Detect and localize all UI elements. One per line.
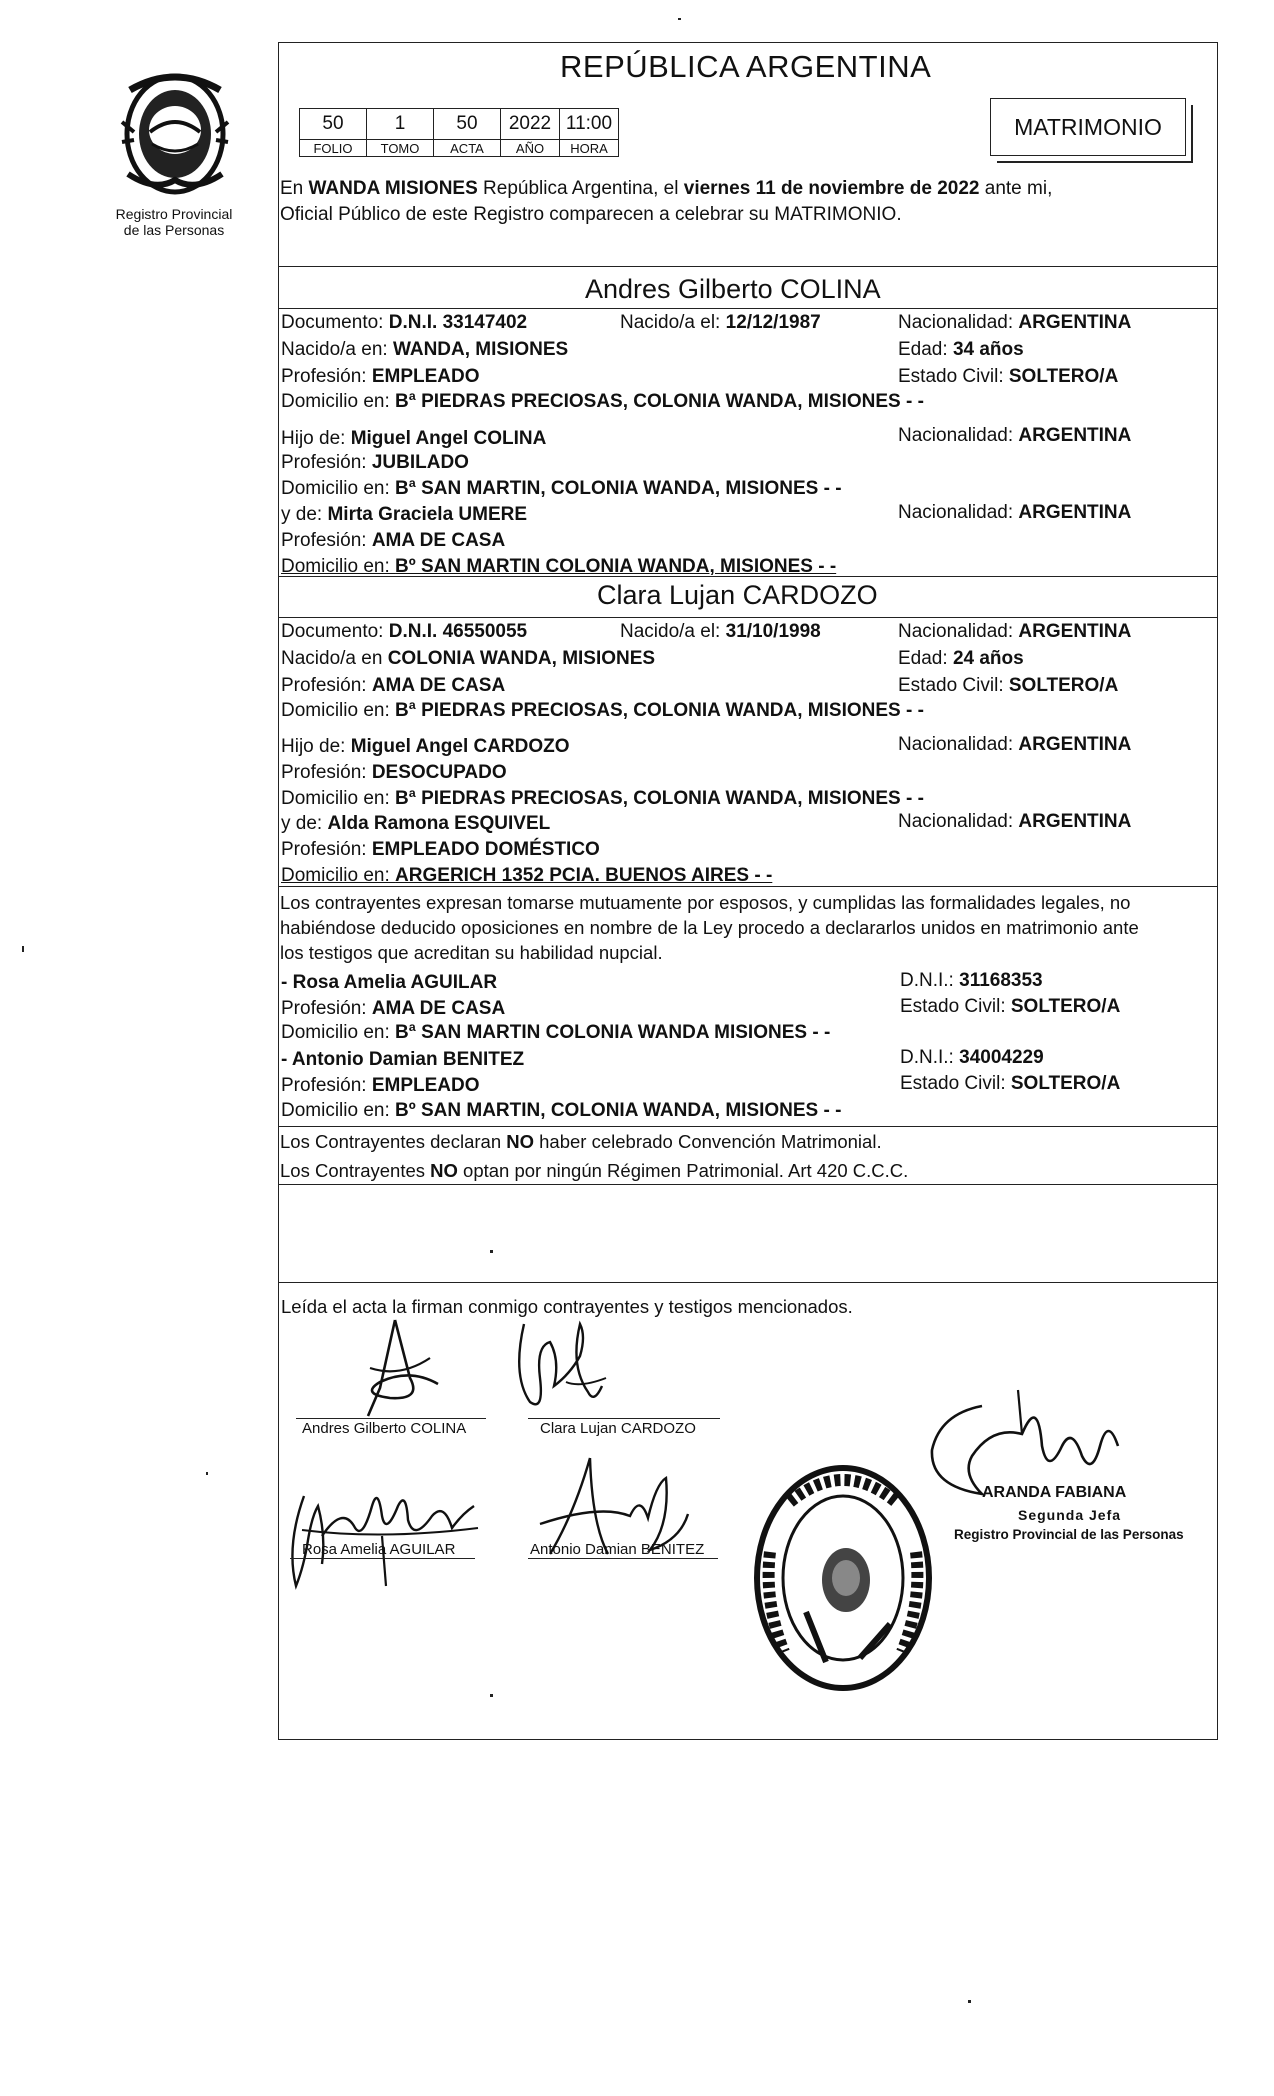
hour-value: 11:00 bbox=[560, 109, 619, 140]
witness2-profession bbox=[281, 1075, 480, 1097]
tomo-label: TOMO bbox=[367, 140, 434, 157]
dom-value: Bª PIEDRAS PRECIOSAS, COLONIA WANDA, MISIONES - - bbox=[395, 700, 924, 721]
spouse1-profession bbox=[281, 366, 480, 388]
dom-value: Bº SAN MARTIN COLONIA WANDA, MISIONES - - bbox=[395, 556, 837, 577]
acta-label: ACTA bbox=[434, 140, 501, 157]
intro-line-1 bbox=[280, 178, 1052, 200]
spouse2-birthdate bbox=[620, 621, 821, 643]
officer-name: ARANDA FABIANA bbox=[982, 1484, 1127, 1501]
scan-mark bbox=[490, 1694, 493, 1697]
scan-mark bbox=[490, 1250, 493, 1253]
prof-value: AMA DE CASA bbox=[371, 530, 506, 551]
folio-label: FOLIO bbox=[300, 140, 367, 157]
mother-name: Alda Ramona ESQUIVEL bbox=[327, 813, 551, 834]
spouse2-address bbox=[281, 700, 924, 722]
year-value: 2022 bbox=[501, 109, 560, 140]
prof-value: JUBILADO bbox=[371, 452, 469, 473]
officer-title: Segunda Jefa bbox=[1018, 1507, 1122, 1523]
prof-value: DESOCUPADO bbox=[371, 762, 507, 783]
spouse2-father-nationality bbox=[898, 734, 1131, 756]
logo-caption-line1: Registro Provincial bbox=[115, 206, 233, 222]
tomo-value: 1 bbox=[367, 109, 434, 140]
intro-place: WANDA MISIONES bbox=[308, 178, 478, 199]
regime-2c: optan por ningún Régimen Patrimonial. Art 420 C.C.C. bbox=[457, 1160, 909, 1181]
dom-label: Domicilio en: bbox=[281, 556, 396, 577]
witness2-dni bbox=[900, 1047, 1044, 1069]
spouse1-name: Andres Gilberto COLINA bbox=[585, 274, 881, 304]
spouse2-document bbox=[281, 621, 527, 643]
dom-value: Bº SAN MARTIN, COLONIA WANDA, MISIONES - - bbox=[395, 1100, 842, 1121]
prof-label: Profesión: bbox=[281, 1075, 372, 1096]
spouse1-birthplace bbox=[281, 339, 568, 361]
doc-label: Documento: bbox=[281, 312, 389, 333]
prof-label: Profesión: bbox=[281, 675, 372, 696]
dom-value: Bª PIEDRAS PRECIOSAS, COLONIA WANDA, MISIONES - - bbox=[395, 788, 924, 809]
divider-closing bbox=[278, 1282, 1218, 1283]
intro-1c: República Argentina, el bbox=[477, 178, 684, 199]
dni-value: 34004229 bbox=[959, 1047, 1044, 1068]
spouse2-mother-nationality bbox=[898, 811, 1131, 833]
province-coat-of-arms-icon bbox=[100, 62, 250, 202]
nat-value: ARGENTINA bbox=[1018, 621, 1132, 642]
spouse2-age bbox=[898, 648, 1024, 670]
spouse1-father-profession bbox=[281, 452, 469, 474]
witness1-civil-status bbox=[900, 996, 1120, 1018]
civil-label: Estado Civil: bbox=[898, 366, 1009, 387]
civil-value: SOLTERO/A bbox=[1008, 366, 1119, 387]
spouse1-father-nationality bbox=[898, 425, 1131, 447]
nat-label: Nacionalidad: bbox=[898, 811, 1019, 832]
spouse2-father-profession bbox=[281, 762, 507, 784]
father-name: Miguel Angel CARDOZO bbox=[350, 736, 570, 757]
spouse2-mother bbox=[281, 813, 550, 835]
spouse1-father bbox=[281, 428, 546, 450]
signature-witness1-icon bbox=[282, 1476, 492, 1596]
signature-line-spouse2 bbox=[528, 1418, 720, 1419]
prof-value: EMPLEADO bbox=[371, 1075, 480, 1096]
dom-label: Domicilio en: bbox=[281, 478, 396, 499]
age-label: Edad: bbox=[898, 648, 953, 669]
hour-label: HORA bbox=[560, 140, 619, 157]
spouse1-birthdate bbox=[620, 312, 821, 334]
declaration-line-2: habiéndose deducido oposiciones en nombre de la Ley procedo a declararlos unidos en matrimonio ante bbox=[280, 917, 1139, 938]
registry-seal-icon bbox=[750, 1462, 936, 1694]
declaration-line-3: los testigos que acreditan su habilidad nupcial. bbox=[280, 942, 663, 963]
witness2-name: - Antonio Damian BENITEZ bbox=[281, 1049, 525, 1070]
spouse1-document bbox=[281, 312, 527, 334]
witness2-civil-status bbox=[900, 1073, 1120, 1095]
spouse2-father bbox=[281, 736, 570, 758]
dom-label: Domicilio en: bbox=[281, 1022, 396, 1043]
dni-value: 31168353 bbox=[959, 970, 1043, 991]
civil-value: SOLTERO/A bbox=[1010, 1073, 1121, 1094]
divider-blank-section bbox=[278, 1184, 1218, 1185]
spouse2-mother-profession bbox=[281, 839, 600, 861]
spouse2-civil-status bbox=[898, 675, 1118, 697]
prof-label: Profesión: bbox=[281, 530, 372, 551]
birthplace-value: WANDA, MISIONES bbox=[392, 339, 569, 360]
signature-label-witness2: Antonio Damian BENITEZ bbox=[530, 1541, 705, 1558]
civil-label: Estado Civil: bbox=[898, 675, 1009, 696]
prof-value: AMA DE CASA bbox=[371, 998, 506, 1019]
birthdate-value: 12/12/1987 bbox=[725, 312, 821, 333]
birthdate-label: Nacido/a el: bbox=[620, 621, 726, 642]
nat-label: Nacionalidad: bbox=[898, 312, 1019, 333]
doc-label: Documento: bbox=[281, 621, 389, 642]
scan-mark bbox=[678, 18, 681, 20]
scan-mark bbox=[22, 946, 24, 952]
intro-1e: ante mi, bbox=[979, 178, 1053, 199]
age-label: Edad: bbox=[898, 339, 953, 360]
prof-label: Profesión: bbox=[281, 366, 372, 387]
regime-1b: NO bbox=[506, 1131, 534, 1152]
doc-type-box: MATRIMONIO bbox=[990, 98, 1186, 156]
dni-label: D.N.I.: bbox=[900, 970, 960, 991]
mother-name: Mirta Graciela UMERE bbox=[327, 504, 528, 525]
scan-mark bbox=[206, 1472, 208, 1475]
spouse2-father-address bbox=[281, 788, 924, 810]
regime-line-2 bbox=[280, 1160, 908, 1182]
signature-line-witness1 bbox=[290, 1558, 475, 1559]
prof-value: EMPLEADO DOMÉSTICO bbox=[371, 839, 600, 860]
spouse1-mother bbox=[281, 504, 527, 526]
nat-label: Nacionalidad: bbox=[898, 734, 1019, 755]
signature-label-witness1: Rosa Amelia AGUILAR bbox=[302, 1541, 456, 1558]
prof-value: AMA DE CASA bbox=[371, 675, 506, 696]
nat-label: Nacionalidad: bbox=[898, 425, 1019, 446]
spouse1-nationality bbox=[898, 312, 1131, 334]
prof-label: Profesión: bbox=[281, 839, 372, 860]
divider-spouse2 bbox=[278, 576, 1218, 577]
dom-label: Domicilio en: bbox=[281, 391, 396, 412]
signature-spouse2-icon bbox=[510, 1316, 630, 1424]
prof-value: EMPLEADO bbox=[371, 366, 480, 387]
spouse2-birthplace bbox=[281, 648, 655, 670]
intro-line-2: Oficial Público de este Registro comparecen a celebrar su MATRIMONIO. bbox=[280, 204, 902, 225]
logo-caption-line2: de las Personas bbox=[123, 222, 225, 238]
witness1-address bbox=[281, 1022, 830, 1044]
spouse1-civil-status bbox=[898, 366, 1118, 388]
dom-value: Bª PIEDRAS PRECIOSAS, COLONIA WANDA, MISIONES - - bbox=[395, 391, 924, 412]
divider-spouse1 bbox=[278, 308, 1218, 309]
prof-label: Profesión: bbox=[281, 762, 372, 783]
birthplace-value: COLONIA WANDA, MISIONES bbox=[387, 648, 656, 669]
closing-text: Leída el acta la firman conmigo contrayentes y testigos mencionados. bbox=[281, 1296, 853, 1317]
spouse2-profession bbox=[281, 675, 505, 697]
father-label: Hijo de: bbox=[281, 428, 351, 449]
father-name: Miguel Angel COLINA bbox=[350, 428, 547, 449]
officer-org: Registro Provincial de las Personas bbox=[954, 1527, 1184, 1542]
year-label: AÑO bbox=[501, 140, 560, 157]
divider-regime bbox=[278, 1126, 1218, 1127]
civil-value: SOLTERO/A bbox=[1008, 675, 1119, 696]
civil-label: Estado Civil: bbox=[900, 996, 1011, 1017]
signature-spouse1-icon bbox=[340, 1318, 460, 1422]
regime-line-1 bbox=[280, 1131, 882, 1153]
dni-label: D.N.I.: bbox=[900, 1047, 960, 1068]
regime-1a: Los Contrayentes declaran bbox=[280, 1131, 507, 1152]
mother-label: y de: bbox=[281, 504, 328, 525]
witness1-name: - Rosa Amelia AGUILAR bbox=[281, 972, 498, 993]
signature-line-witness2 bbox=[528, 1558, 718, 1559]
nat-value: ARGENTINA bbox=[1018, 425, 1132, 446]
prof-label: Profesión: bbox=[281, 452, 372, 473]
witness2-address bbox=[281, 1100, 841, 1122]
dom-label: Domicilio en: bbox=[281, 865, 396, 886]
witness1-profession bbox=[281, 998, 505, 1020]
mother-label: y de: bbox=[281, 813, 328, 834]
nat-value: ARGENTINA bbox=[1018, 734, 1132, 755]
signature-label-spouse2: Clara Lujan CARDOZO bbox=[540, 1420, 696, 1437]
declaration-line-1: Los contrayentes expresan tomarse mutuamente por esposos, y cumplidas las formalidades legales, no bbox=[280, 892, 1131, 913]
dom-label: Domicilio en: bbox=[281, 700, 396, 721]
signature-line-spouse1 bbox=[296, 1418, 486, 1419]
birthplace-label: Nacido/a en: bbox=[281, 339, 393, 360]
dom-label: Domicilio en: bbox=[281, 788, 396, 809]
regime-2a: Los Contrayentes bbox=[280, 1160, 431, 1181]
birthplace-label: Nacido/a en bbox=[281, 648, 388, 669]
divider-spouse2-name bbox=[278, 617, 1218, 618]
nat-value: ARGENTINA bbox=[1018, 502, 1132, 523]
divider-declaration bbox=[278, 886, 1218, 887]
doc-value: D.N.I. 46550055 bbox=[388, 621, 528, 642]
regime-1c: haber celebrado Convención Matrimonial. bbox=[534, 1131, 882, 1152]
spouse1-mother-nationality bbox=[898, 502, 1131, 524]
country-title: REPÚBLICA ARGENTINA bbox=[560, 49, 932, 84]
civil-label: Estado Civil: bbox=[900, 1073, 1011, 1094]
dom-value: ARGERICH 1352 PCIA. BUENOS AIRES - - bbox=[395, 865, 773, 886]
dom-label: Domicilio en: bbox=[281, 1100, 396, 1121]
spouse2-mother-address bbox=[281, 865, 772, 887]
birthdate-value: 31/10/1998 bbox=[725, 621, 821, 642]
spouse1-mother-profession bbox=[281, 530, 505, 552]
spouse2-name: Clara Lujan CARDOZO bbox=[597, 580, 878, 610]
dom-value: Bª SAN MARTIN, COLONIA WANDA, MISIONES - - bbox=[395, 478, 842, 499]
spouse1-address bbox=[281, 391, 924, 413]
record-meta-table bbox=[299, 108, 619, 157]
nat-value: ARGENTINA bbox=[1018, 811, 1132, 832]
spouse1-father-address bbox=[281, 478, 842, 500]
birthdate-label: Nacido/a el: bbox=[620, 312, 726, 333]
doc-value: D.N.I. 33147402 bbox=[388, 312, 528, 333]
acta-value: 50 bbox=[434, 109, 501, 140]
witness1-dni bbox=[900, 970, 1043, 992]
civil-value: SOLTERO/A bbox=[1010, 996, 1121, 1017]
spouse1-mother-address bbox=[281, 556, 836, 578]
spouse2-nationality bbox=[898, 621, 1131, 643]
signature-label-spouse1: Andres Gilberto COLINA bbox=[302, 1420, 467, 1437]
father-label: Hijo de: bbox=[281, 736, 351, 757]
scan-mark bbox=[968, 2000, 971, 2003]
divider-header bbox=[278, 266, 1218, 267]
spouse1-age bbox=[898, 339, 1024, 361]
age-value: 34 años bbox=[952, 339, 1024, 360]
intro-1a: En bbox=[280, 178, 309, 199]
prof-label: Profesión: bbox=[281, 998, 372, 1019]
nat-value: ARGENTINA bbox=[1018, 312, 1132, 333]
folio-value: 50 bbox=[300, 109, 367, 140]
regime-2b: NO bbox=[430, 1160, 458, 1181]
dom-value: Bª SAN MARTIN COLONIA WANDA MISIONES - - bbox=[395, 1022, 831, 1043]
intro-date: viernes 11 de noviembre de 2022 bbox=[683, 178, 980, 199]
nat-label: Nacionalidad: bbox=[898, 621, 1019, 642]
nat-label: Nacionalidad: bbox=[898, 502, 1019, 523]
age-value: 24 años bbox=[952, 648, 1024, 669]
